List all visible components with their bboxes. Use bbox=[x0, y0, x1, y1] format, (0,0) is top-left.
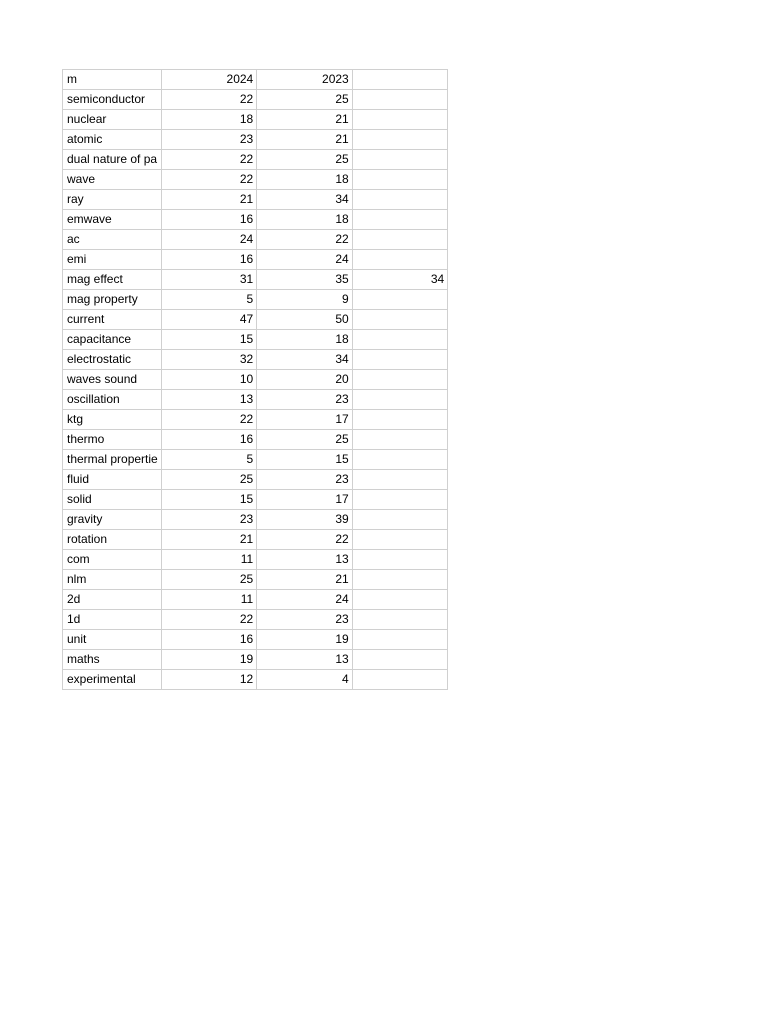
cell-2023[interactable]: 34 bbox=[257, 350, 353, 370]
cell-label[interactable]: 2d bbox=[63, 590, 162, 610]
cell-label[interactable]: experimental bbox=[63, 670, 162, 690]
cell-2024[interactable]: 21 bbox=[161, 530, 257, 550]
table-row bbox=[63, 510, 448, 530]
table-row bbox=[63, 630, 448, 650]
cell-label[interactable]: waves sound bbox=[63, 370, 162, 390]
cell-2023[interactable]: 17 bbox=[257, 410, 353, 430]
table-row bbox=[63, 490, 448, 510]
cell-2024[interactable]: 16 bbox=[161, 430, 257, 450]
cell-extra[interactable] bbox=[352, 630, 448, 650]
cell-2024[interactable]: 25 bbox=[161, 570, 257, 590]
cell-extra[interactable] bbox=[352, 310, 448, 330]
table-row bbox=[63, 230, 448, 250]
cell-label[interactable]: thermo bbox=[63, 430, 162, 450]
cell-extra[interactable] bbox=[352, 410, 448, 430]
cell-2023[interactable]: 34 bbox=[257, 190, 353, 210]
cell-label[interactable]: emi bbox=[63, 250, 162, 270]
cell-label[interactable]: unit bbox=[63, 630, 162, 650]
cell-2023[interactable]: 4 bbox=[257, 670, 353, 690]
cell-2023[interactable]: 21 bbox=[257, 110, 353, 130]
spreadsheet-grid bbox=[62, 69, 448, 690]
cell-2024[interactable]: 21 bbox=[161, 190, 257, 210]
table-row bbox=[63, 210, 448, 230]
cell-2023[interactable]: 23 bbox=[257, 390, 353, 410]
cell-extra[interactable] bbox=[352, 470, 448, 490]
cell-label[interactable]: capacitance bbox=[63, 330, 162, 350]
cell-2023[interactable]: 21 bbox=[257, 130, 353, 150]
cell-extra[interactable] bbox=[352, 90, 448, 110]
cell-label[interactable]: com bbox=[63, 550, 162, 570]
cell-extra[interactable] bbox=[352, 150, 448, 170]
cell-extra[interactable] bbox=[352, 210, 448, 230]
cell-extra[interactable] bbox=[352, 450, 448, 470]
cell-label[interactable]: solid bbox=[63, 490, 162, 510]
cell-label[interactable]: mag property bbox=[63, 290, 162, 310]
cell-label[interactable]: ac bbox=[63, 230, 162, 250]
cell-2024[interactable]: 22 bbox=[161, 150, 257, 170]
cell-extra[interactable] bbox=[352, 510, 448, 530]
cell-2023[interactable]: 9 bbox=[257, 290, 353, 310]
cell-2024[interactable]: 23 bbox=[161, 130, 257, 150]
cell-2024[interactable]: 24 bbox=[161, 230, 257, 250]
cell-label[interactable]: maths bbox=[63, 650, 162, 670]
cell-label[interactable]: ray bbox=[63, 190, 162, 210]
cell-label[interactable]: fluid bbox=[63, 470, 162, 490]
cell-extra[interactable] bbox=[352, 250, 448, 270]
table-row bbox=[63, 390, 448, 410]
cell-extra[interactable] bbox=[352, 230, 448, 250]
table-row bbox=[63, 590, 448, 610]
table-row bbox=[63, 430, 448, 450]
table-row bbox=[63, 150, 448, 170]
cell-extra[interactable] bbox=[352, 390, 448, 410]
cell-extra[interactable] bbox=[352, 530, 448, 550]
cell-2024[interactable]: 18 bbox=[161, 110, 257, 130]
cell-2024[interactable]: 5 bbox=[161, 450, 257, 470]
cell-label[interactable]: m bbox=[63, 70, 162, 90]
cell-2023[interactable]: 35 bbox=[257, 270, 353, 290]
cell-2024[interactable]: 22 bbox=[161, 610, 257, 630]
cell-extra[interactable] bbox=[352, 430, 448, 450]
cell-2023[interactable]: 15 bbox=[257, 450, 353, 470]
table-row bbox=[63, 350, 448, 370]
cell-2023[interactable]: 18 bbox=[257, 210, 353, 230]
cell-2023[interactable]: 25 bbox=[257, 90, 353, 110]
cell-2023[interactable]: 25 bbox=[257, 150, 353, 170]
cell-extra[interactable] bbox=[352, 330, 448, 350]
table-row bbox=[63, 310, 448, 330]
table-row bbox=[63, 250, 448, 270]
table-row bbox=[63, 610, 448, 630]
cell-2024[interactable]: 11 bbox=[161, 550, 257, 570]
cell-2024[interactable]: 11 bbox=[161, 590, 257, 610]
cell-2023[interactable]: 39 bbox=[257, 510, 353, 530]
table-row bbox=[63, 110, 448, 130]
cell-extra[interactable] bbox=[352, 550, 448, 570]
table-row bbox=[63, 330, 448, 350]
cell-label[interactable]: atomic bbox=[63, 130, 162, 150]
cell-extra[interactable] bbox=[352, 170, 448, 190]
cell-extra[interactable] bbox=[352, 490, 448, 510]
cell-label[interactable]: nlm bbox=[63, 570, 162, 590]
cell-2023[interactable]: 23 bbox=[257, 470, 353, 490]
table-row bbox=[63, 670, 448, 690]
cell-2024[interactable]: 2024 bbox=[161, 70, 257, 90]
cell-label[interactable]: semiconductor bbox=[63, 90, 162, 110]
cell-label[interactable]: electrostatic bbox=[63, 350, 162, 370]
cell-label[interactable]: current bbox=[63, 310, 162, 330]
cell-label[interactable]: nuclear bbox=[63, 110, 162, 130]
cell-2023[interactable]: 21 bbox=[257, 570, 353, 590]
cell-2024[interactable]: 16 bbox=[161, 250, 257, 270]
table-row bbox=[63, 550, 448, 570]
cell-2023[interactable]: 17 bbox=[257, 490, 353, 510]
cell-label[interactable]: dual nature of pa bbox=[63, 150, 162, 170]
cell-extra[interactable] bbox=[352, 670, 448, 690]
cell-2024[interactable]: 22 bbox=[161, 410, 257, 430]
cell-label[interactable]: emwave bbox=[63, 210, 162, 230]
table-row bbox=[63, 650, 448, 670]
cell-label[interactable]: wave bbox=[63, 170, 162, 190]
cell-2024[interactable]: 19 bbox=[161, 650, 257, 670]
cell-extra[interactable] bbox=[352, 650, 448, 670]
cell-2023[interactable]: 13 bbox=[257, 550, 353, 570]
cell-2023[interactable]: 19 bbox=[257, 630, 353, 650]
cell-2024[interactable]: 23 bbox=[161, 510, 257, 530]
cell-extra[interactable]: 34 bbox=[352, 270, 448, 290]
table-row bbox=[63, 190, 448, 210]
cell-2023[interactable]: 25 bbox=[257, 430, 353, 450]
cell-2023[interactable]: 23 bbox=[257, 610, 353, 630]
cell-2024[interactable]: 22 bbox=[161, 90, 257, 110]
cell-2023[interactable]: 13 bbox=[257, 650, 353, 670]
table-row bbox=[63, 470, 448, 490]
table-row bbox=[63, 410, 448, 430]
cell-2023[interactable]: 24 bbox=[257, 590, 353, 610]
cell-2024[interactable]: 31 bbox=[161, 270, 257, 290]
cell-2024[interactable]: 25 bbox=[161, 470, 257, 490]
cell-2024[interactable]: 15 bbox=[161, 490, 257, 510]
cell-2023[interactable]: 18 bbox=[257, 330, 353, 350]
cell-2024[interactable]: 16 bbox=[161, 630, 257, 650]
cell-2024[interactable]: 22 bbox=[161, 170, 257, 190]
table-row bbox=[63, 530, 448, 550]
cell-label[interactable]: gravity bbox=[63, 510, 162, 530]
table-row bbox=[63, 370, 448, 390]
cell-2023[interactable]: 24 bbox=[257, 250, 353, 270]
cell-2023[interactable]: 22 bbox=[257, 530, 353, 550]
cell-label[interactable]: oscillation bbox=[63, 390, 162, 410]
cell-2023[interactable]: 2023 bbox=[257, 70, 353, 90]
table-row bbox=[63, 450, 448, 470]
cell-2023[interactable]: 20 bbox=[257, 370, 353, 390]
cell-2024[interactable]: 10 bbox=[161, 370, 257, 390]
cell-2024[interactable]: 12 bbox=[161, 670, 257, 690]
cell-2024[interactable]: 47 bbox=[161, 310, 257, 330]
cell-extra[interactable] bbox=[352, 570, 448, 590]
table-row bbox=[63, 130, 448, 150]
cell-2024[interactable]: 15 bbox=[161, 330, 257, 350]
cell-2024[interactable]: 5 bbox=[161, 290, 257, 310]
cell-label[interactable]: ktg bbox=[63, 410, 162, 430]
table-row bbox=[63, 290, 448, 310]
cell-2023[interactable]: 22 bbox=[257, 230, 353, 250]
cell-2023[interactable]: 18 bbox=[257, 170, 353, 190]
cell-2024[interactable]: 16 bbox=[161, 210, 257, 230]
cell-label[interactable]: 1d bbox=[63, 610, 162, 630]
cell-extra[interactable] bbox=[352, 590, 448, 610]
cell-extra[interactable] bbox=[352, 290, 448, 310]
cell-2024[interactable]: 13 bbox=[161, 390, 257, 410]
data-table bbox=[62, 69, 448, 690]
cell-2024[interactable]: 32 bbox=[161, 350, 257, 370]
table-row bbox=[63, 90, 448, 110]
cell-label[interactable]: mag effect bbox=[63, 270, 162, 290]
cell-extra[interactable] bbox=[352, 370, 448, 390]
cell-2023[interactable]: 50 bbox=[257, 310, 353, 330]
table-row bbox=[63, 270, 448, 290]
cell-label[interactable]: rotation bbox=[63, 530, 162, 550]
table-row bbox=[63, 570, 448, 590]
cell-extra[interactable] bbox=[352, 190, 448, 210]
cell-extra[interactable] bbox=[352, 350, 448, 370]
cell-label[interactable]: thermal propertie bbox=[63, 450, 162, 470]
cell-extra[interactable] bbox=[352, 110, 448, 130]
table-body bbox=[63, 70, 448, 690]
cell-extra[interactable] bbox=[352, 130, 448, 150]
cell-extra[interactable] bbox=[352, 70, 448, 90]
table-row bbox=[63, 170, 448, 190]
header-row bbox=[63, 70, 448, 90]
cell-extra[interactable] bbox=[352, 610, 448, 630]
